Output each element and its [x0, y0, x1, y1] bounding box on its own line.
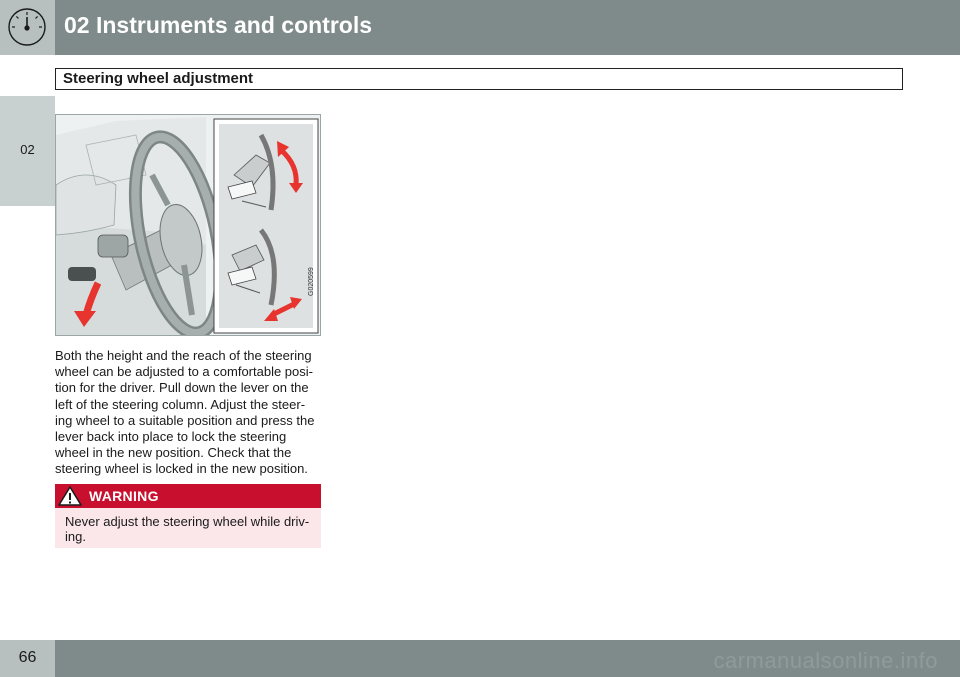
page-footer — [0, 640, 960, 677]
page-number: 66 — [18, 649, 37, 666]
body-line: tion for the driver. Pull down the lever on the — [55, 380, 309, 396]
body-line: lever back into place to lock the steering — [55, 429, 287, 445]
warning-body — [55, 508, 321, 548]
body-line: wheel in the new position. Check that the — [55, 445, 292, 461]
illustration-drawing — [56, 115, 321, 336]
section-title: Steering wheel adjustment — [63, 70, 254, 87]
body-line: ing wheel to a suitable position and press the — [55, 412, 315, 428]
warning-line: ing. — [65, 529, 86, 544]
chapter-header — [0, 0, 960, 55]
adjustment-lever-icon — [68, 267, 96, 281]
speedometer-gauge-icon — [6, 6, 48, 48]
warning-line: Never adjust the steering wheel while driv- — [65, 514, 310, 529]
steering-adjustment-illustration — [55, 114, 321, 336]
watermark: carmanualsonline.info — [713, 648, 938, 673]
body-line: left of the steering column. Adjust the steer- — [55, 396, 306, 412]
warning-text — [65, 514, 313, 544]
body-line: Both the height and the reach of the steering — [55, 348, 312, 363]
chapter-side-tab-label: 02 — [20, 142, 35, 157]
chapter-title: 02 Instruments and controls — [64, 12, 373, 38]
figure-code: G020599 — [308, 267, 315, 296]
body-line: steering wheel is locked in the new position. — [55, 461, 308, 477]
page-number-box — [0, 640, 55, 677]
body-paragraph — [55, 348, 321, 478]
chapter-icon-box — [0, 0, 55, 55]
warning-title: WARNING — [89, 488, 159, 504]
warning-triangle-icon — [57, 485, 83, 507]
warning-header — [55, 484, 321, 508]
body-line: wheel can be adjusted to a comfortable posi- — [55, 364, 313, 380]
